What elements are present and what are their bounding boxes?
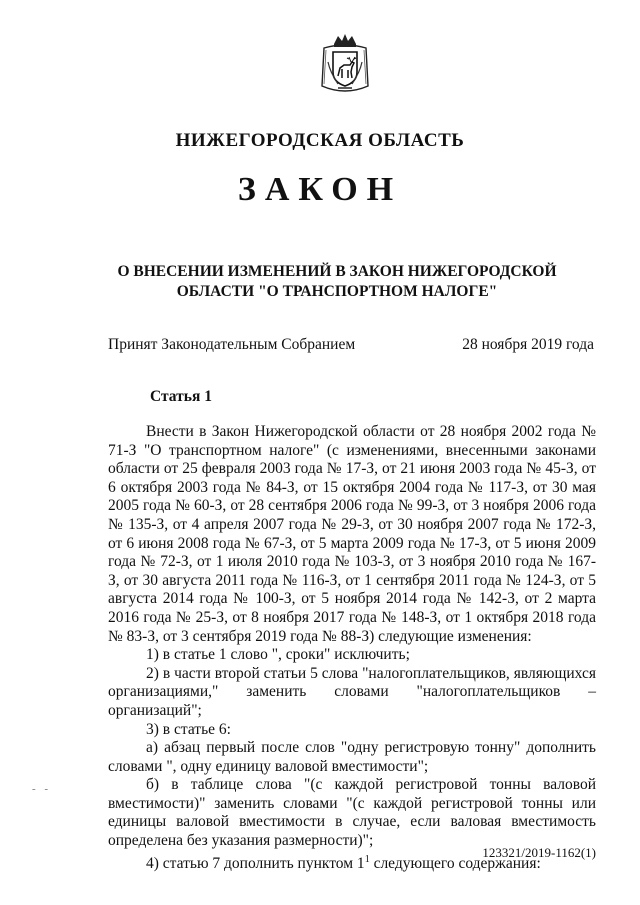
document-number: 123321/2019-1162(1)	[482, 845, 596, 860]
amendment-item-3b: б) в таблице слова "(с каждой регистровой тонны валовой вместимости)" заменить словами "(с каждой регистровой тонны или единицы валовой вместимости в случае, если валовая вместимость определена без указания размерности)";	[108, 776, 596, 850]
amendment-item-2: 2) в части второй статьи 5 слова "налогоплательщиков, являющихся организациями," заменить словами "налогоплательщиков – организаций";	[108, 664, 596, 719]
margin-mark: - -	[32, 783, 52, 795]
law-title-line-2: ОБЛАСТИ "О ТРАНСПОРТНОМ НАЛОГЕ"	[176, 283, 498, 300]
coat-of-arms-icon	[318, 32, 372, 98]
adoption-label: Принят Законодательным Собранием	[108, 336, 356, 353]
law-title-line-1: О ВНЕСЕНИИ ИЗМЕНЕНИЙ В ЗАКОН НИЖЕГОРОДСКОЙ	[117, 263, 557, 280]
article-intro-paragraph: Внести в Закон Нижегородской области от 28 ноября 2002 года № 71-З "О транспортном налоге" (с изменениями, внесенными законами области от 25 февраля 2003 года № 17-З, от 21 июня 2003 года № 45-З, от 6 октября 2003 года № 84-З, от 15 октября 2004 года № 117-З, от 30 мая 2005 года № 60-З, от 28 сентября 2006 года № 99-З, от 3 ноября 2006 года № 135-З, от 4 апреля 2007 года № 29-З, от 30 ноября 2007 года № 172-З, от 6 июня 2008 года № 67-З, от 5 марта 2009 года № 17-З, от 5 июня 2009 года № 72-З, от 1 июля 2010 года № 103-З, от 3 ноября 2010 года № 167-З, от 30 августа 2011 года № 116-З, от 1 сентября 2011 года № 124-З, от 5 августа 2014 года № 100-З, от 5 ноября 2014 года № 142-З, от 2 марта 2016 года № 25-З, от 8 ноября 2017 года № 148-З, от 1 октября 2018 года № 83-З, от 3 сентября 2019 года № 88-З) следующие изменения:	[108, 423, 596, 645]
amendment-item-4-suffix: следующего содержания:	[369, 854, 541, 872]
adoption-date: 28 ноября 2019 года	[462, 336, 594, 353]
document-type: ЗАКОН	[237, 171, 403, 208]
article-body	[108, 423, 596, 873]
amendment-item-4-superscript: 1	[364, 853, 370, 865]
law-title	[110, 262, 564, 302]
amendment-item-3: 3) в статье 6:	[146, 720, 231, 738]
amendment-item-1: 1) в статье 1 слово ", сроки" исключить;	[146, 646, 410, 664]
amendment-item-4-text: 4) статью 7 дополнить пунктом 1	[146, 854, 365, 872]
region-name: НИЖЕГОРОДСКАЯ ОБЛАСТЬ	[175, 130, 465, 151]
amendment-item-3a: а) абзац первый после слов "одну регистровую тонну" дополнить словами ", одну единицу валовой вместимости";	[108, 739, 596, 775]
article-heading: Статья 1	[150, 388, 212, 405]
